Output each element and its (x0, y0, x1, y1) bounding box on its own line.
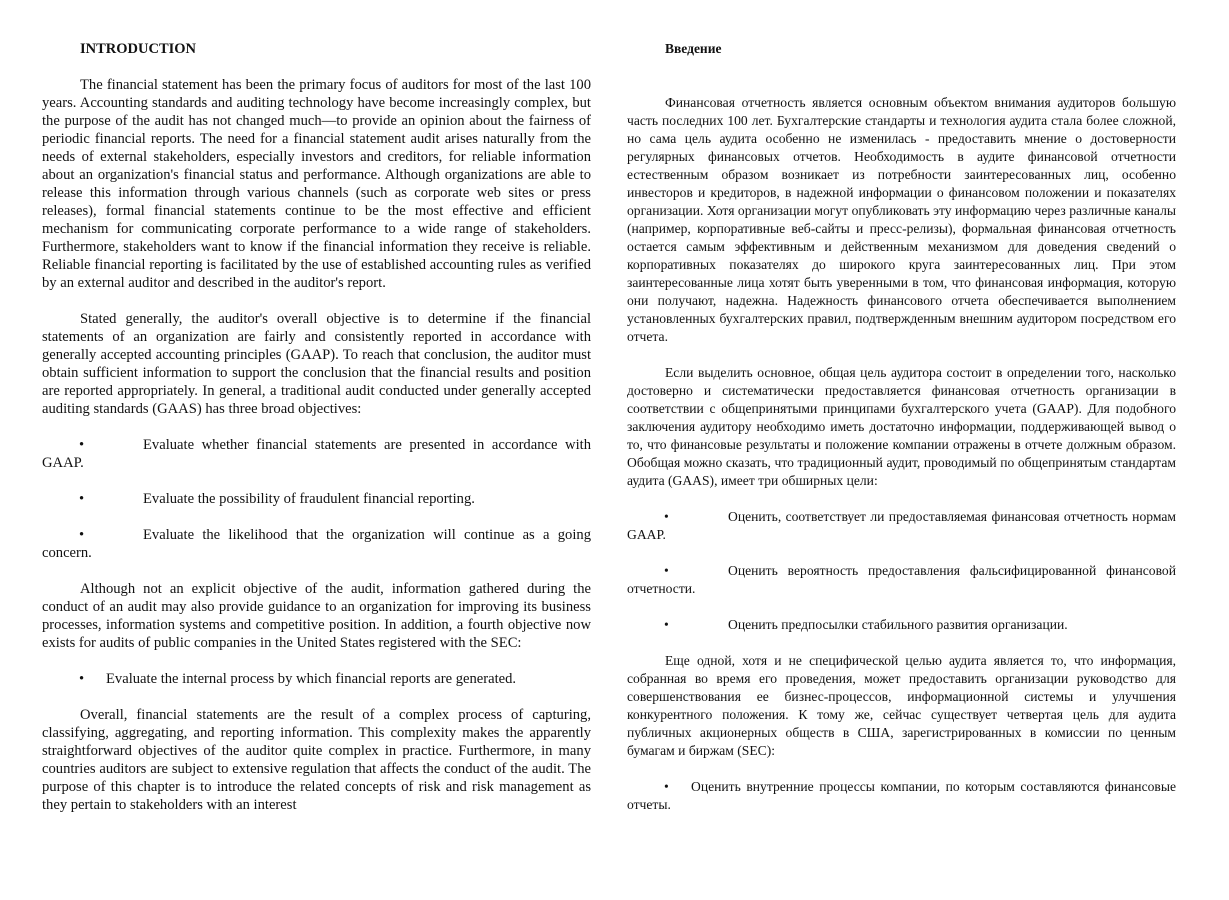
english-paragraph-4: Overall, financial statements are the result of a complex process of capturing, classifying, aggregating, and reporting information. This complexity makes the apparently straightforward objectives of the auditor quite complex in practice. Furthermore, in many countries auditors are subject to extensive regulation that affects the conduct of the audit. The purpose of this chapter is to introduce the related concepts of risk and risk management as they pertain to stakeholders with an interest (42, 707, 591, 813)
bullet-icon: • (664, 779, 669, 794)
bullet-icon: • (664, 617, 669, 632)
russian-bullet-3-text: Оценить предпосылки стабильного развития организации. (728, 617, 1068, 632)
english-paragraph-3: Although not an explicit objective of the audit, information gathered during the conduct of an audit may also provide guidance to an organization for improving its business processes, information systems and competitive position. In addition, a fourth objective now exists for audits of public companies in the United States registered with the SEC: (42, 581, 591, 651)
russian-bullet-2-text: Оценить вероятность предоставления фальсифицированной финансовой отчетности. (627, 563, 1176, 596)
bullet-icon: • (664, 509, 669, 524)
russian-column (627, 40, 1176, 814)
russian-paragraph-2: Если выделить основное, общая цель аудитора состоит в определении того, насколько достоверно и систематически предоставляется финансовая отчетность организации в соответствии с общепринятыми принципами бухгалтерского учета (GAAP). Для подобного заключения аудитору необходимо иметь достаточно информации, поддерживающей вывод о то, что финансовые результаты и положение компании отражены в отчете должным образом. Обобщая можно сказать, что традиционный аудит, проводимый по общепринятым стандартам аудита (GAAS), имеет три обширных цели: (627, 365, 1176, 488)
english-bullet-4 (42, 670, 591, 688)
bullet-icon: • (79, 527, 85, 543)
bullet-icon: • (664, 563, 669, 578)
english-bullet-3-text: Evaluate the likelihood that the organization will continue as a going concern. (42, 527, 591, 561)
russian-paragraph-3: Еще одной, хотя и не специфической целью аудита является то, что информация, собранная во время его проведения, может предоставить организации руководство для совершенствования ее бизнес-процессов, информационной системы и улучшения конкурентного положения. К тому же, сейчас существует четвертая цель для аудита публичных акционерных обществ в США, зарегистрированных в комиссии по ценным бумагам и биржам (SEC): (627, 653, 1176, 758)
bullet-icon: • (79, 671, 85, 687)
russian-bullet-1-text: Оценить, соответствует ли предоставляемая финансовая отчетность нормам GAAP. (627, 509, 1176, 542)
english-bullet-2 (42, 490, 591, 508)
russian-paragraph-1: Финансовая отчетность является основным объектом внимания аудиторов большую часть последних 100 лет. Бухгалтерские стандарты и технология аудита стала более сложной, но сама цель аудита особенно не изменилась - предоставить мнение о достоверности регулярных финансовых отчетов. Необходимость в аудите финансовой отчетности естественным образом возникает из потребности заинтересованных лиц, особенно инвесторов и кредиторов, в надежной информации о финансовом положении и показателях организации. Хотя организации могут опубликовать эту информацию через различные каналы (например, корпоративные веб-сайты и пресс-релизы), формальная финансовая отчетность остается самым эффективным и действенным механизмом для доведения сведений о корпоративных показателях до широкого круга заинтересованных лиц. При этом заинтересованные лица хотят быть уверенными в том, что финансовая информация, которую они получают, надежна. Надежность финансового отчета обеспечивается выполнением установленных бухгалтерских правил, подтвержденным внешним аудитором посредством его отчета. (627, 95, 1176, 344)
russian-bullet-3 (627, 616, 1176, 634)
english-bullet-1-text: Evaluate whether financial statements are presented in accordance with GAAP. (42, 437, 591, 471)
english-column (42, 40, 591, 814)
russian-heading: Введение (665, 41, 722, 56)
english-bullet-1 (42, 436, 591, 472)
russian-bullet-4-text: Оценить внутренние процессы компании, по которым составляются финансовые отчеты. (627, 779, 1176, 812)
bullet-icon: • (79, 491, 85, 507)
english-bullet-4-text: Evaluate the internal process by which financial reports are generated. (106, 671, 517, 687)
english-bullet-2-text: Evaluate the possibility of fraudulent financial reporting. (143, 491, 475, 507)
russian-bullet-1 (627, 508, 1176, 544)
english-heading: INTRODUCTION (80, 41, 197, 57)
russian-bullet-4 (627, 778, 1176, 814)
russian-bullet-2 (627, 562, 1176, 598)
bullet-icon: • (79, 437, 85, 453)
english-bullet-3 (42, 526, 591, 562)
english-paragraph-1: The financial statement has been the primary focus of auditors for most of the last 100 years. Accounting standards and auditing technology have become increasingly complex, but the purpose of the audit has not changed much—to provide an opinion about the fairness of periodic financial reports. The need for a financial statement audit arises naturally from the needs of external stakeholders, especially investors and creditors, for reliable information about an organization's financial status and performance. Although organizations are able to release this information through various channels (such as corporate web sites or press releases), formal financial statements continue to be the most effective and efficient mechanism for communicating corporate performance to a wide range of stakeholders. Furthermore, stakeholders want to know if the financial information they receive is reliable. Reliable financial reporting is facilitated by the use of established accounting rules as verified by an external auditor and described in the auditor's report. (42, 77, 591, 291)
english-paragraph-2: Stated generally, the auditor's overall objective is to determine if the financial statements of an organization are fairly and consistently reported in accordance with generally accepted accounting principles (GAAP). To reach that conclusion, the auditor must obtain sufficient information to support the conclusion that the financial results and position are reported appropriately. In general, a traditional audit conducted under generally accepted auditing standards (GAAS) has three broad objectives: (42, 311, 591, 417)
